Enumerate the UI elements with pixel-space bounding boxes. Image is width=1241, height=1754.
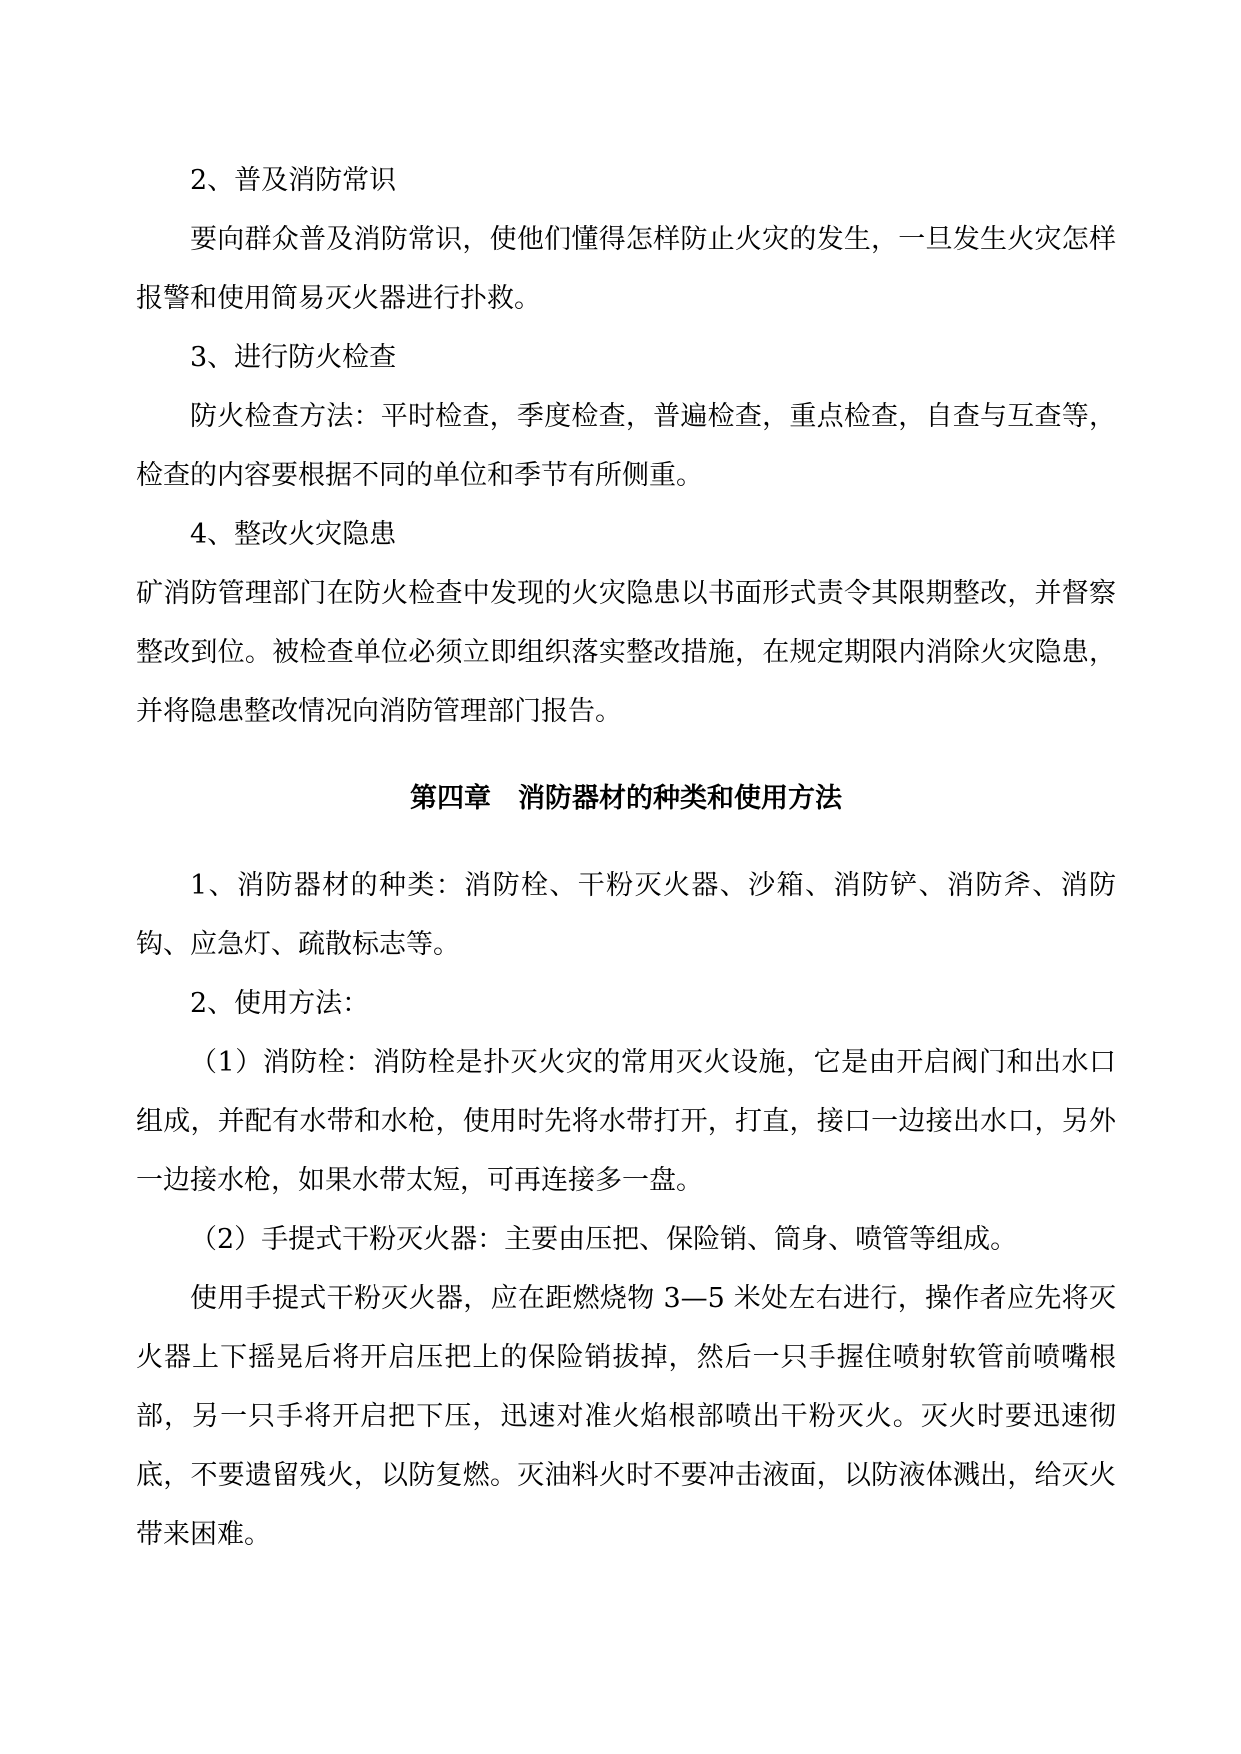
page-content — [136, 151, 1116, 1564]
spacer — [136, 828, 1116, 856]
item-heading-usage-methods: 2、使用方法： — [190, 988, 370, 1019]
item-heading-rectify-hazards: 4、整改火灾隐患 — [190, 519, 397, 550]
paragraph-extinguisher-usage: 使用手提式干粉灭火器，应在距燃烧物 3—5 米处左右进行，操作者应先将灭火器上下摇晃后将开启压把上的保险销拔掉，然后一只手握住喷射软管前喷嘴根部，另一只手将开启把下压，迅速对准火焰根部喷出干粉灭火。灭火时要迅速彻底，不要遗留残火，以防复燃。灭油料火时不要冲击液面，以防液体溅出，给灭火带来困难。 — [136, 1283, 1116, 1550]
paragraph-equipment-types: 1、消防器材的种类：消防栓、干粉灭火器、沙箱、消防铲、消防斧、消防钩、应急灯、疏散标志等。 — [136, 870, 1116, 960]
paragraph-fire-inspection: 防火检查方法：平时检查，季度检查，普遍检查，重点检查，自查与互查等，检查的内容要根据不同的单位和季节有所侧重。 — [136, 401, 1116, 491]
spacer — [136, 741, 1116, 769]
paragraph-dry-powder-extinguisher: （2）手提式干粉灭火器：主要由压把、保险销、筒身、喷管等组成。 — [190, 1224, 1018, 1255]
paragraph-popularize-knowledge: 要向群众普及消防常识，使他们懂得怎样防止火灾的发生，一旦发生火灾怎样报警和使用简易灭火器进行扑救。 — [136, 224, 1116, 314]
item-heading-popularize-knowledge: 2、普及消防常识 — [190, 165, 397, 196]
item-heading-fire-inspection: 3、进行防火检查 — [190, 342, 397, 373]
paragraph-fire-hydrant: （1）消防栓：消防栓是扑灭火灾的常用灭火设施，它是由开启阀门和出水口组成，并配有水带和水枪，使用时先将水带打开，打直，接口一边接出水口，另外一边接水枪，如果水带太短，可再连接多一盘。 — [136, 1047, 1116, 1196]
chapter-title: 第四章 消防器材的种类和使用方法 — [410, 783, 842, 814]
paragraph-rectify-hazards: 矿消防管理部门在防火检查中发现的火灾隐患以书面形式责令其限期整改，并督察整改到位。被检查单位必须立即组织落实整改措施，在规定期限内消除火灾隐患，并将隐患整改情况向消防管理部门报告。 — [136, 578, 1116, 727]
